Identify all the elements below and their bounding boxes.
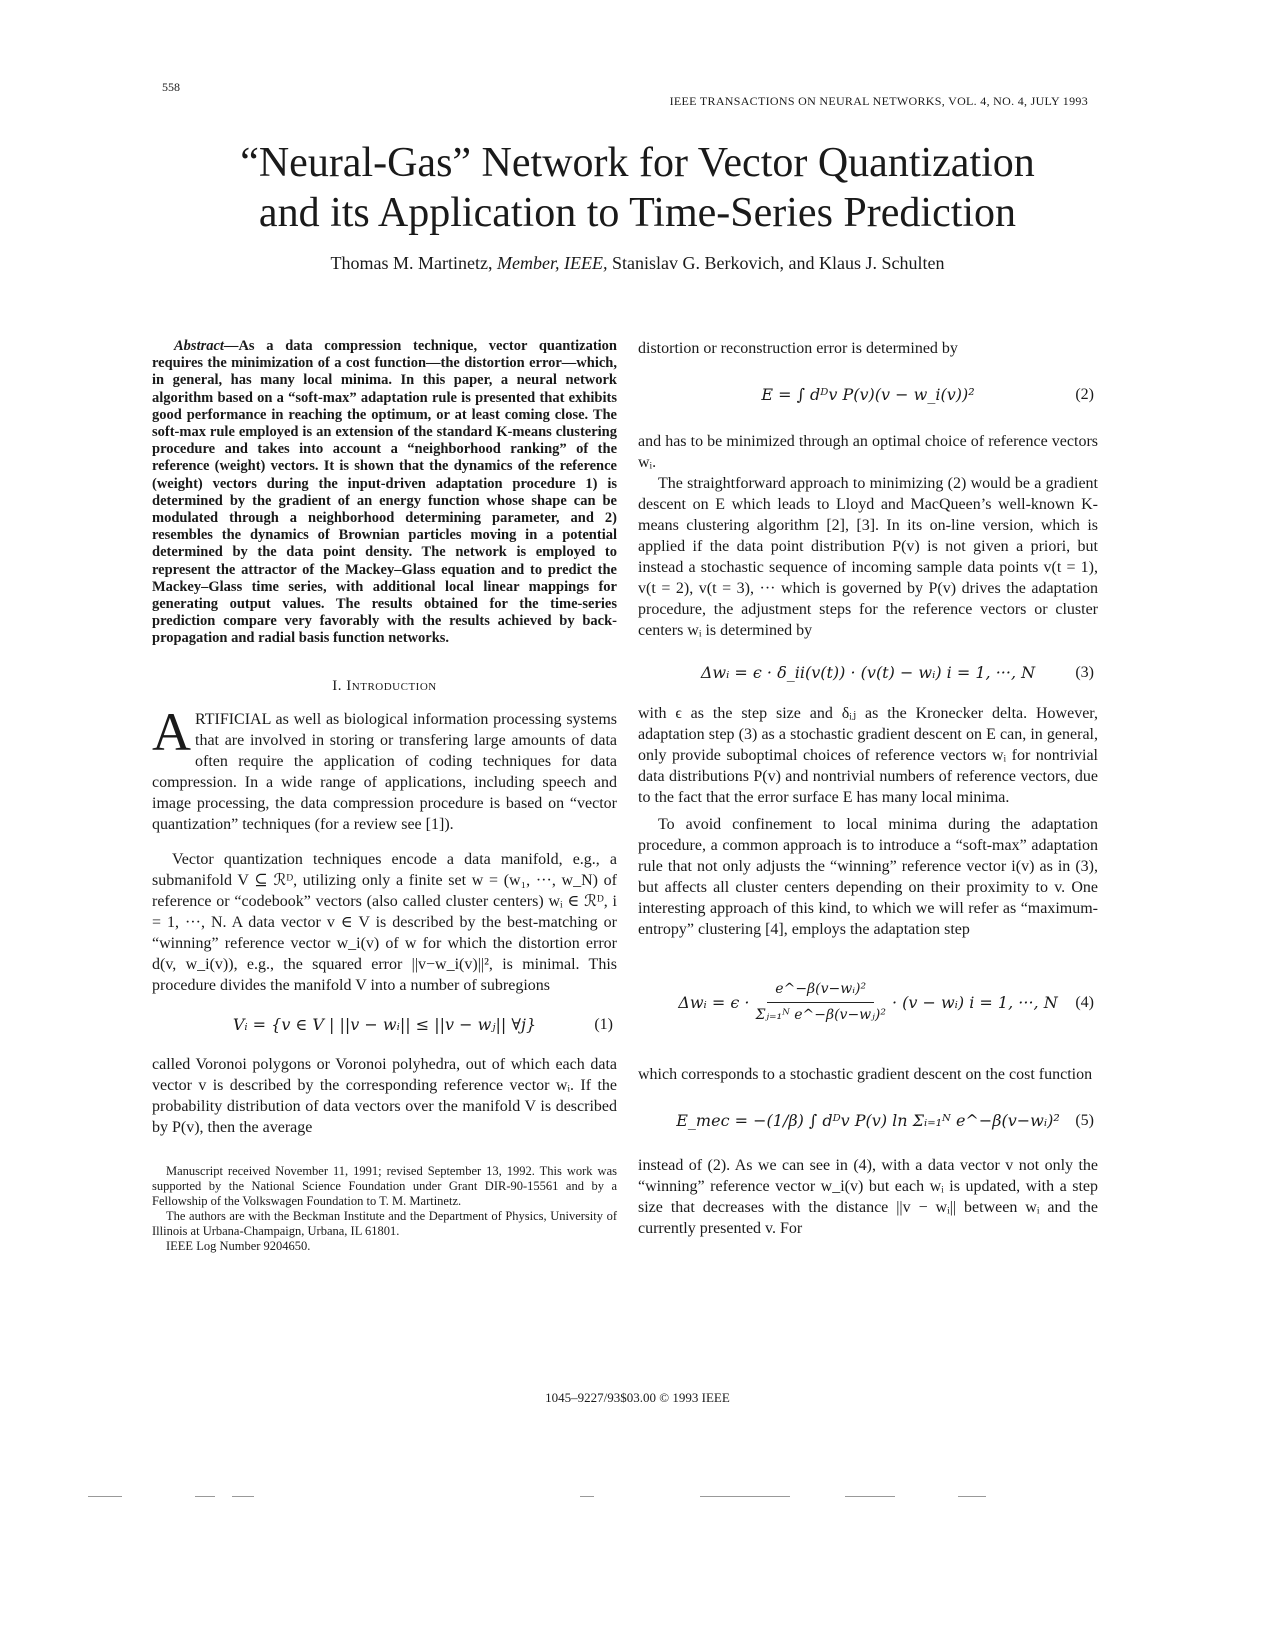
equation-1-body: Vᵢ = {v ∈ V | ||v − wᵢ|| ≤ ||v − wⱼ|| ∀j} bbox=[232, 1015, 537, 1035]
author-line bbox=[0, 253, 1275, 274]
scan-mark bbox=[232, 1496, 254, 1497]
scan-mark bbox=[845, 1496, 895, 1497]
drop-cap: A bbox=[152, 701, 191, 762]
right-paragraph-4: To avoid confinement to local minima during the adaptation procedure, a common approach is to introduce a “soft-max” adaptation rule that not only adjusts the “winning” reference vector i(v) as in (3), but affects all cluster centers depending on their proximity to v. One interesting approach of this kind, to which we will refer as “maximum-entropy” clustering [4], employs the adaptation step bbox=[638, 816, 1098, 938]
footnote-affiliation: The authors are with the Beckman Institute and the Department of Physics, University of Illinois at Urbana-Champaign, Urbana, IL 61801. bbox=[152, 1208, 617, 1238]
copyright-line: 1045–9227/93$03.00 © 1993 IEEE bbox=[545, 1390, 730, 1405]
equation-4 bbox=[638, 962, 1098, 1042]
equation-3-body: Δwᵢ = ϵ · δ_ii(v(t)) · (v(t) − wᵢ) i = 1, ···, N bbox=[700, 662, 1036, 682]
scan-mark bbox=[195, 1496, 215, 1497]
author-membership: Member, IEEE, bbox=[497, 253, 608, 273]
right-paragraph-0: distortion or reconstruction error is determined by bbox=[638, 340, 958, 357]
equation-4-rhs: · (v − wᵢ) i = 1, ···, N bbox=[891, 992, 1058, 1012]
section-title: Introduction bbox=[346, 677, 437, 694]
equation-1-number: (1) bbox=[594, 1016, 613, 1034]
equation-2-number: (2) bbox=[1075, 385, 1094, 403]
footnote-manuscript: Manuscript received November 11, 1991; revised September 13, 1992. This work was supported by the National Science Foundation under Grant DIR-90-15561 and by a Fellowship of the Volkswagen Foundation to T. M. Martinetz. bbox=[152, 1163, 617, 1208]
equation-3 bbox=[638, 657, 1098, 687]
equation-2 bbox=[638, 379, 1098, 409]
equation-4-numerator: e^−β(v−wᵢ)² bbox=[767, 979, 874, 1003]
equation-4-fraction bbox=[755, 979, 885, 1026]
footnote bbox=[152, 1164, 617, 1254]
abstract-text: As a data compression technique, vector quantization requires the minimization of a cost function—the distortion error—which, in general, has many local minima. In this paper, a neural network algorithm based on a “soft-max” adaptation rule is presented that exhibits good performance in reaching the optimum, or at least coming close. The soft-max rule employed is an extension of the standard K-means clustering procedure and takes into account a “neighborhood ranking” of the reference (weight) vectors. It is shown that the dynamics of the reference (weight) vectors during the input-driven adaptation procedure 1) is determined by the gradient of an energy function whose shape can be modulated through a neighborhood determining parameter, and 2) resembles the dynamics of Brownian particles moving in a potential determined by the data point density. The network is employed to represent the attractor of the Mackey–Glass equation and to predict the Mackey–Glass time series, with additional local linear mappings for generating output values. The results obtained for the time-series prediction compare very favorably with the results achieved by back-propagation and radial basis function networks. bbox=[152, 338, 617, 647]
scan-artifacts bbox=[0, 1496, 1275, 1506]
scan-mark bbox=[700, 1496, 790, 1497]
footnote-log-number: IEEE Log Number 9204650. bbox=[166, 1238, 311, 1253]
paper-title bbox=[0, 138, 1275, 238]
equation-5-body: E_mec = −(1/β) ∫ dᴰv P(v) ln Σᵢ₌₁ᴺ e^−β(v−wᵢ)² bbox=[676, 1110, 1060, 1130]
page-number: 558 bbox=[162, 80, 180, 94]
scan-mark bbox=[88, 1496, 122, 1497]
title-line-2: and its Application to Time-Series Prediction bbox=[258, 190, 1017, 236]
scan-mark bbox=[580, 1496, 594, 1497]
intro-paragraph-2: Vector quantization techniques encode a data manifold, e.g., a submanifold V ⊆ ℛᴰ, utilizing only a finite set w = (w₁, ···, w_N) of reference or “codebook” vectors (also called cluster centers) wᵢ ∈ ℛᴰ, i = 1, ···, N. A data vector v ∈ V is described by the best-matching or “winning” reference vector w_i(v) of w for which the distortion error d(v, w_i(v)), e.g., the squared error ||v−w_i(v)||², is minimal. This procedure divides the manifold V into a number of subregions bbox=[152, 850, 617, 994]
equation-5-number: (5) bbox=[1075, 1111, 1094, 1129]
right-paragraph-2: The straightforward approach to minimizing (2) would be a gradient descent on E which leads to Lloyd and MacQueen’s well-known K-means clustering algorithm [2], [3]. In its on-line version, which is applied if the data point distribution P(v) is not given a priori, but instead a stochastic sequence of incoming sample data points v(t = 1), v(t = 2), v(t = 3), ··· which is governed by P(v) drives the adaptation procedure, the adjustment steps for the reference vectors or cluster centers wᵢ is determined by bbox=[638, 475, 1098, 639]
right-paragraph-1: and has to be minimized through an optimal choice of reference vectors wᵢ. bbox=[638, 433, 1098, 471]
scan-mark bbox=[958, 1496, 986, 1497]
running-header: IEEE TRANSACTIONS ON NEURAL NETWORKS, VOL. 4, NO. 4, JULY 1993 bbox=[669, 94, 1088, 108]
intro-paragraph-3: called Voronoi polygons or Voronoi polyhedra, out of which each data vector v is described by the corresponding reference vector wᵢ. If the probability distribution of data vectors over the manifold V is described by P(v), then the average bbox=[152, 1055, 617, 1136]
intro-paragraph-1 bbox=[152, 701, 617, 835]
right-paragraph-6: instead of (2). As we can see in (4), with a data vector v not only the “winning” reference vector w_i(v) but each wᵢ is updated, with a step size that decreases with the distance ||v − wᵢ|| between wᵢ and the currently presented v. For bbox=[638, 1157, 1098, 1237]
left-column bbox=[152, 338, 617, 1254]
equation-3-number: (3) bbox=[1075, 663, 1094, 681]
right-paragraph-3: with ϵ as the step size and δᵢⱼ as the Kronecker delta. However, adaptation step (3) as a stochastic gradient descent on E can, in general, only provide suboptimal choices of reference vectors wᵢ for nontrivial data distributions P(v) and nontrivial numbers of reference vectors, due to the fact that the error surface E has many local minima. bbox=[638, 705, 1098, 806]
equation-4-denominator: Σⱼ₌₁ᴺ e^−β(v−wⱼ)² bbox=[755, 1006, 886, 1023]
equation-4-number: (4) bbox=[1075, 993, 1094, 1011]
title-line-1: “Neural-Gas” Network for Vector Quantization bbox=[240, 140, 1035, 186]
authors-part-1: Thomas M. Martinetz, bbox=[330, 253, 498, 273]
intro-p1-text: RTIFICIAL as well as biological information processing systems that are involved in storing or transfering large amounts of data often require the application of coding techniques for data compression. In a wide range of applications, including speech and image processing, the data compression procedure is based on “vector quantization” techniques (for a review see [1]). bbox=[152, 710, 617, 833]
right-paragraph-5: which corresponds to a stochastic gradient descent on the cost function bbox=[638, 1066, 1093, 1083]
abstract-label: Abstract— bbox=[174, 338, 239, 354]
right-column bbox=[638, 338, 1098, 1239]
equation-4-lhs: Δwᵢ = ϵ · bbox=[678, 992, 750, 1012]
abstract bbox=[152, 338, 617, 648]
section-number: I. bbox=[332, 677, 347, 694]
equation-5 bbox=[638, 1105, 1098, 1135]
equation-2-body: E = ∫ dᴰv P(v)(v − w_i(v))² bbox=[761, 384, 975, 404]
section-heading-introduction bbox=[152, 676, 617, 697]
equation-1 bbox=[152, 1010, 617, 1040]
authors-part-2: Stanislav G. Berkovich, and Klaus J. Schulten bbox=[607, 253, 945, 273]
